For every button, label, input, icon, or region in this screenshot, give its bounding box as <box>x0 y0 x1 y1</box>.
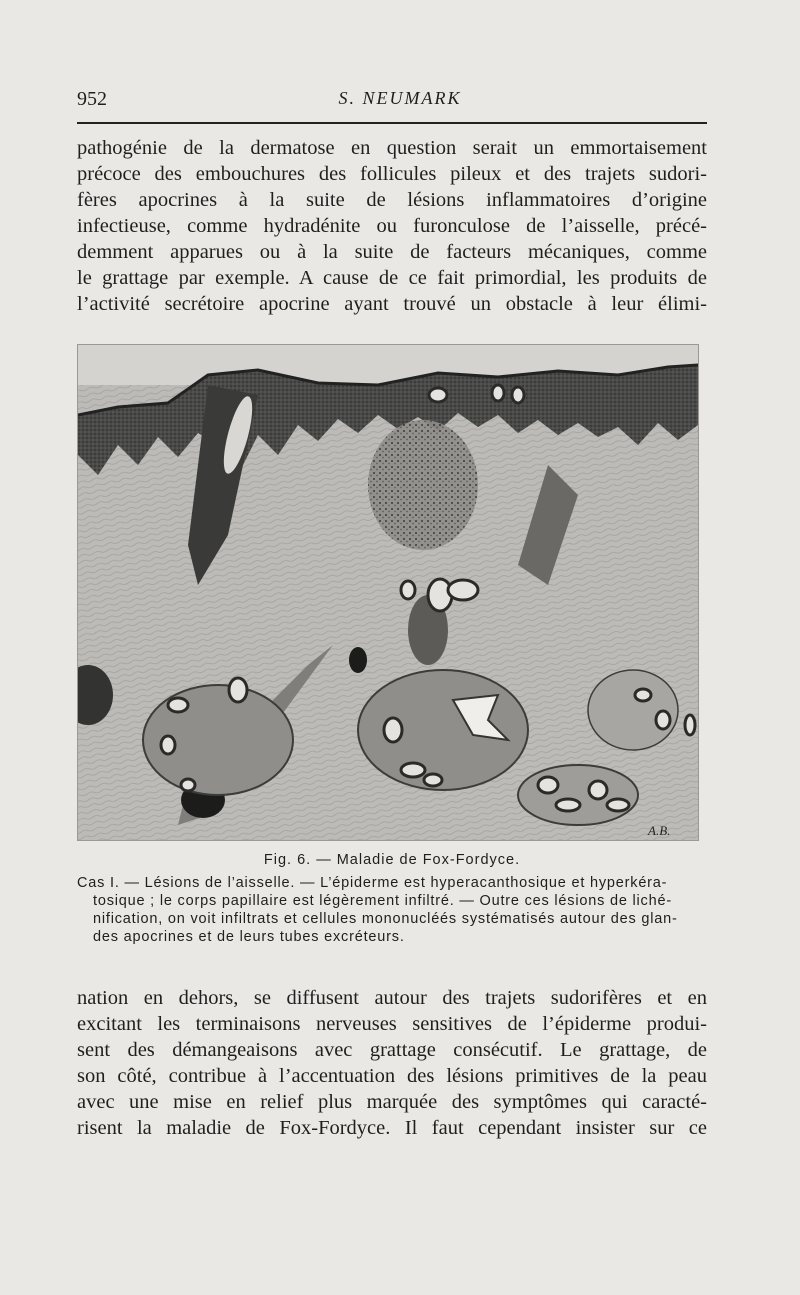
gland-cluster <box>518 765 638 825</box>
paragraph-top <box>77 135 707 317</box>
text-line: fères apocrines à la suite de lésions inflammatoires d’origine <box>77 189 707 211</box>
text-line: risent la maladie de Fox-Fordyce. Il faut cependant insister sur ce <box>77 1117 707 1139</box>
text-line: avec une mise en relief plus marquée des symptômes qui caracté- <box>77 1091 707 1113</box>
text-line: nation en dehors, se diffusent autour des trajets sudorifères et en <box>77 987 707 1009</box>
text-line: pathogénie de la dermatose en question serait un emmortaisement <box>77 137 707 159</box>
text-line: demment apparues ou à la suite de facteurs mécaniques, comme <box>77 241 707 263</box>
infiltrate <box>368 420 478 550</box>
figure-caption-title: Fig. 6. — Maladie de Fox-Fordyce. <box>263 852 521 868</box>
text-line: le grattage par exemple. A cause de ce fait primordial, les produits de <box>77 267 707 289</box>
histology-illustration <box>78 345 698 840</box>
caption-line: tosique ; le corps papillaire est légèrement infiltré. — Outre ces lésions de liché- <box>93 893 672 909</box>
histology-figure <box>77 344 699 841</box>
text-line: infectieuse, comme hydradénite ou furonculose de l’aisselle, précé- <box>77 215 707 237</box>
running-head: S. NEUMARK <box>338 88 462 108</box>
caption-line: Cas I. — Lésions de l’aisselle. — L’épiderme est hyperacanthosique et hyperkéra- <box>77 875 668 891</box>
artist-signature: A.B. <box>648 823 671 838</box>
text-line: précoce des embouchures des follicules pileux et des trajets sudori- <box>77 163 707 185</box>
caption-line: nification, on voit infiltrats et cellules mononucléés systématisés autour des glan- <box>93 911 678 927</box>
header-rule <box>77 122 707 124</box>
caption-line: des apocrines et de leurs tubes excréteurs. <box>93 929 405 945</box>
paragraph-bottom <box>77 985 707 1141</box>
text-line: l’activité secrétoire apocrine ayant trouvé un obstacle à leur élimi- <box>77 293 707 315</box>
text-line: sent des démangeaisons avec grattage consécutif. Le grattage, de <box>77 1039 707 1061</box>
page-number: 952 <box>77 88 107 110</box>
text-line: son côté, contribue à l’accentuation des lésions primitives de la peau <box>77 1065 707 1087</box>
figure-caption <box>77 874 707 946</box>
text-line: excitant les terminaisons nerveuses sensitives de l’épiderme produi- <box>77 1013 707 1035</box>
